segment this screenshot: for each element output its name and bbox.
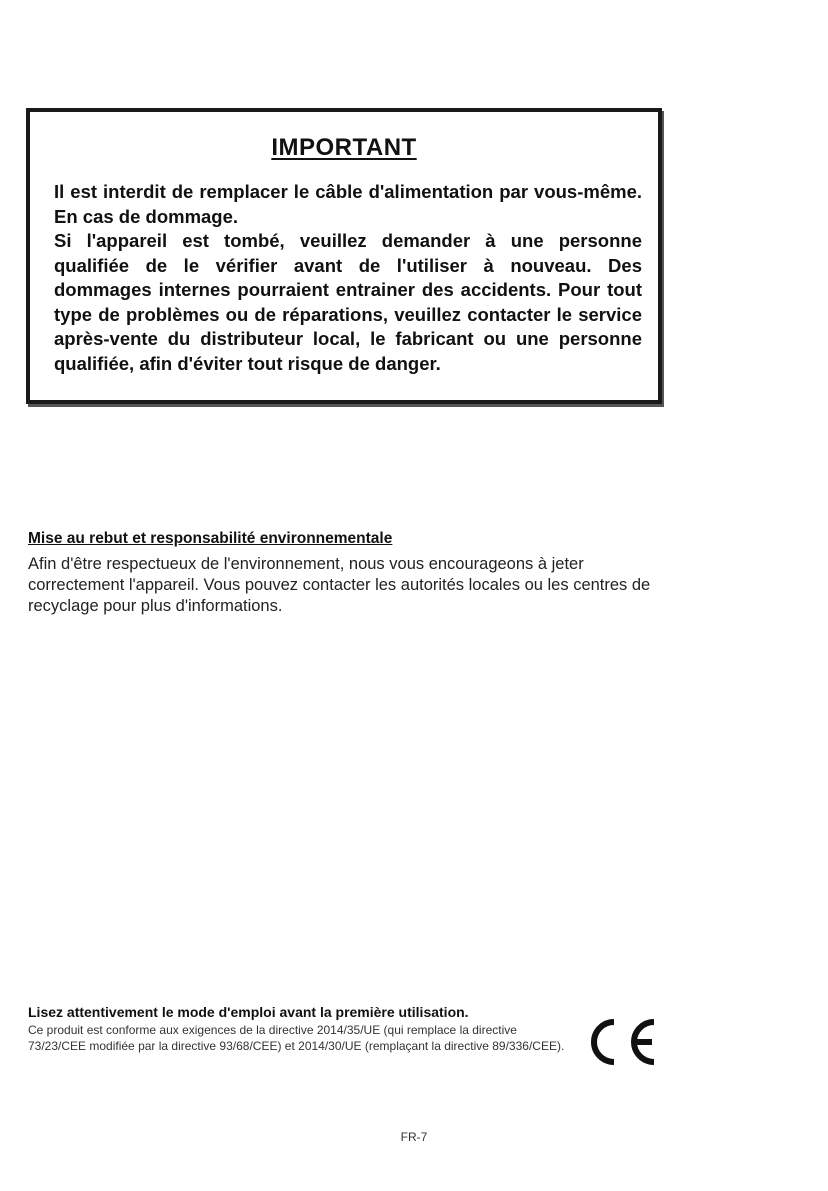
user-manual-notice	[28, 1004, 568, 1054]
environment-text: Afin d'être respectueux de l'environnement, nous vous encourageons à jeter correctement l'appareil. Vous pouvez contacter les autorités locales ou les centres de recyclage pour plus d'informations.	[28, 555, 651, 615]
important-notice-box	[26, 108, 662, 404]
important-paragraph-1: Il est interdit de remplacer le câble d'alimentation par vous-même. En cas de dommage.	[54, 181, 642, 227]
notice-heading: Lisez attentivement le mode d'emploi avant la première utilisation.	[28, 1004, 469, 1020]
important-paragraph-2: Si l'appareil est tombé, veuillez demander à une personne qualifiée de le vérifier avant de l'utiliser à nouveau. Des dommages internes pourraient entrainer des accidents. Pour tout type de problèmes ou de réparations, veuillez contacter le service après-vente du distributeur local, le fabricant ou une personne qualifiée, afin d'éviter tout risque de danger.	[54, 230, 642, 374]
environment-heading: Mise au rebut et responsabilité environnementale	[28, 530, 393, 547]
environment-section	[28, 530, 668, 617]
page-number: FR-7	[400, 1130, 428, 1144]
notice-text: Ce produit est conforme aux exigences de la directive 2014/35/UE (qui remplace la directive 73/23/CEE modifiée par la directive 93/68/CEE) et 2014/30/UE (remplaçant la directive 89/336/CEE).	[28, 1023, 565, 1053]
ce-mark-icon	[580, 1012, 660, 1072]
important-body	[54, 180, 642, 376]
important-title: IMPORTANT	[271, 134, 417, 161]
